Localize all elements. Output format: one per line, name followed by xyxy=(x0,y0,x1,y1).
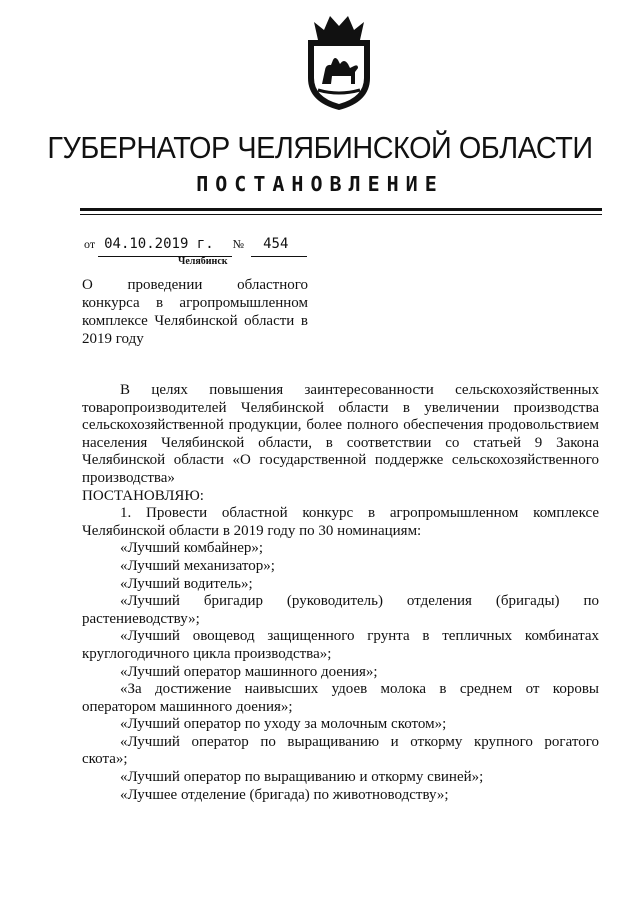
crown-icon xyxy=(314,16,364,40)
nomination-item: растениеводству»; xyxy=(82,610,200,627)
subject-line: комплексе Челябинской области в xyxy=(82,313,308,329)
coat-of-arms-emblem xyxy=(298,10,380,112)
city-label: Челябинск xyxy=(178,256,228,267)
number-label: № xyxy=(232,237,245,251)
document-number: 454 xyxy=(263,236,289,252)
preamble-line: Челябинской области «О государственной поддержке сельскохозяйственного xyxy=(82,452,599,469)
nomination-item: «Лучший оператор по выращиванию и откорму крупного рогатого xyxy=(120,733,599,750)
preamble-line: В целях повышения заинтересованности сельскохозяйственных xyxy=(120,382,599,398)
subject-line: 2019 году xyxy=(82,331,144,347)
nomination-item: «За достижение наивысших удоев молока в среднем от коровы xyxy=(120,681,599,698)
header-divider-thick xyxy=(80,208,602,211)
nomination-item: «Лучший овощевод защищенного грунта в тепличных комбинатах xyxy=(120,628,599,645)
item1-line: Челябинской области в 2019 году по 30 номинациям: xyxy=(82,522,422,539)
document-type-heading: ПОСТАНОВЛЕНИЕ xyxy=(196,172,444,196)
subject-line: О проведении областного xyxy=(82,277,308,293)
nomination-item: «Лучший оператор машинного доения»; xyxy=(120,663,378,680)
preamble-line: населения Челябинской области, в соответствии со статьей 9 Закона xyxy=(82,434,599,451)
nomination-item: «Лучший водитель»; xyxy=(120,575,253,592)
nomination-item: «Лучший комбайнер»; xyxy=(120,540,264,557)
item1-line: 1. Провести областной конкурс в агропромышленном комплексе xyxy=(120,505,599,522)
preamble-line: сельскохозяйственной продукции, более полного обеспечения продовольствием xyxy=(82,417,599,434)
subject-line: конкурса в агропромышленном xyxy=(82,295,308,311)
document-date: 04.10.2019 г. xyxy=(104,236,214,252)
date-number-line xyxy=(84,236,288,252)
from-label: от xyxy=(84,237,96,251)
number-underline xyxy=(251,256,307,257)
header-divider-thin xyxy=(80,214,602,215)
preamble-line: товаропроизводителей Челябинской области в увеличении производства xyxy=(82,399,599,416)
nomination-item: «Лучшее отделение (бригада) по животноводству»; xyxy=(120,786,449,803)
preamble-line: производства» xyxy=(82,469,175,486)
nomination-item: скота»; xyxy=(82,751,128,768)
document-body xyxy=(82,382,599,804)
nomination-item: «Лучший оператор по уходу за молочным скотом»; xyxy=(120,716,447,733)
nomination-item: оператором машинного доения»; xyxy=(82,698,293,715)
document-subject xyxy=(82,276,308,348)
nomination-item: «Лучший бригадир (руководитель) отделения (бригады) по xyxy=(120,593,599,610)
issuer-title: ГУБЕРНАТОР ЧЕЛЯБИНСКОЙ ОБЛАСТИ xyxy=(47,130,593,165)
nomination-item: круглогодичного цикла производства»; xyxy=(82,645,332,662)
nomination-item: «Лучший механизатор»; xyxy=(120,557,275,574)
decree-word: ПОСТАНОВЛЯЮ: xyxy=(82,487,204,504)
nomination-item: «Лучший оператор по выращиванию и откорму свиней»; xyxy=(120,769,484,786)
